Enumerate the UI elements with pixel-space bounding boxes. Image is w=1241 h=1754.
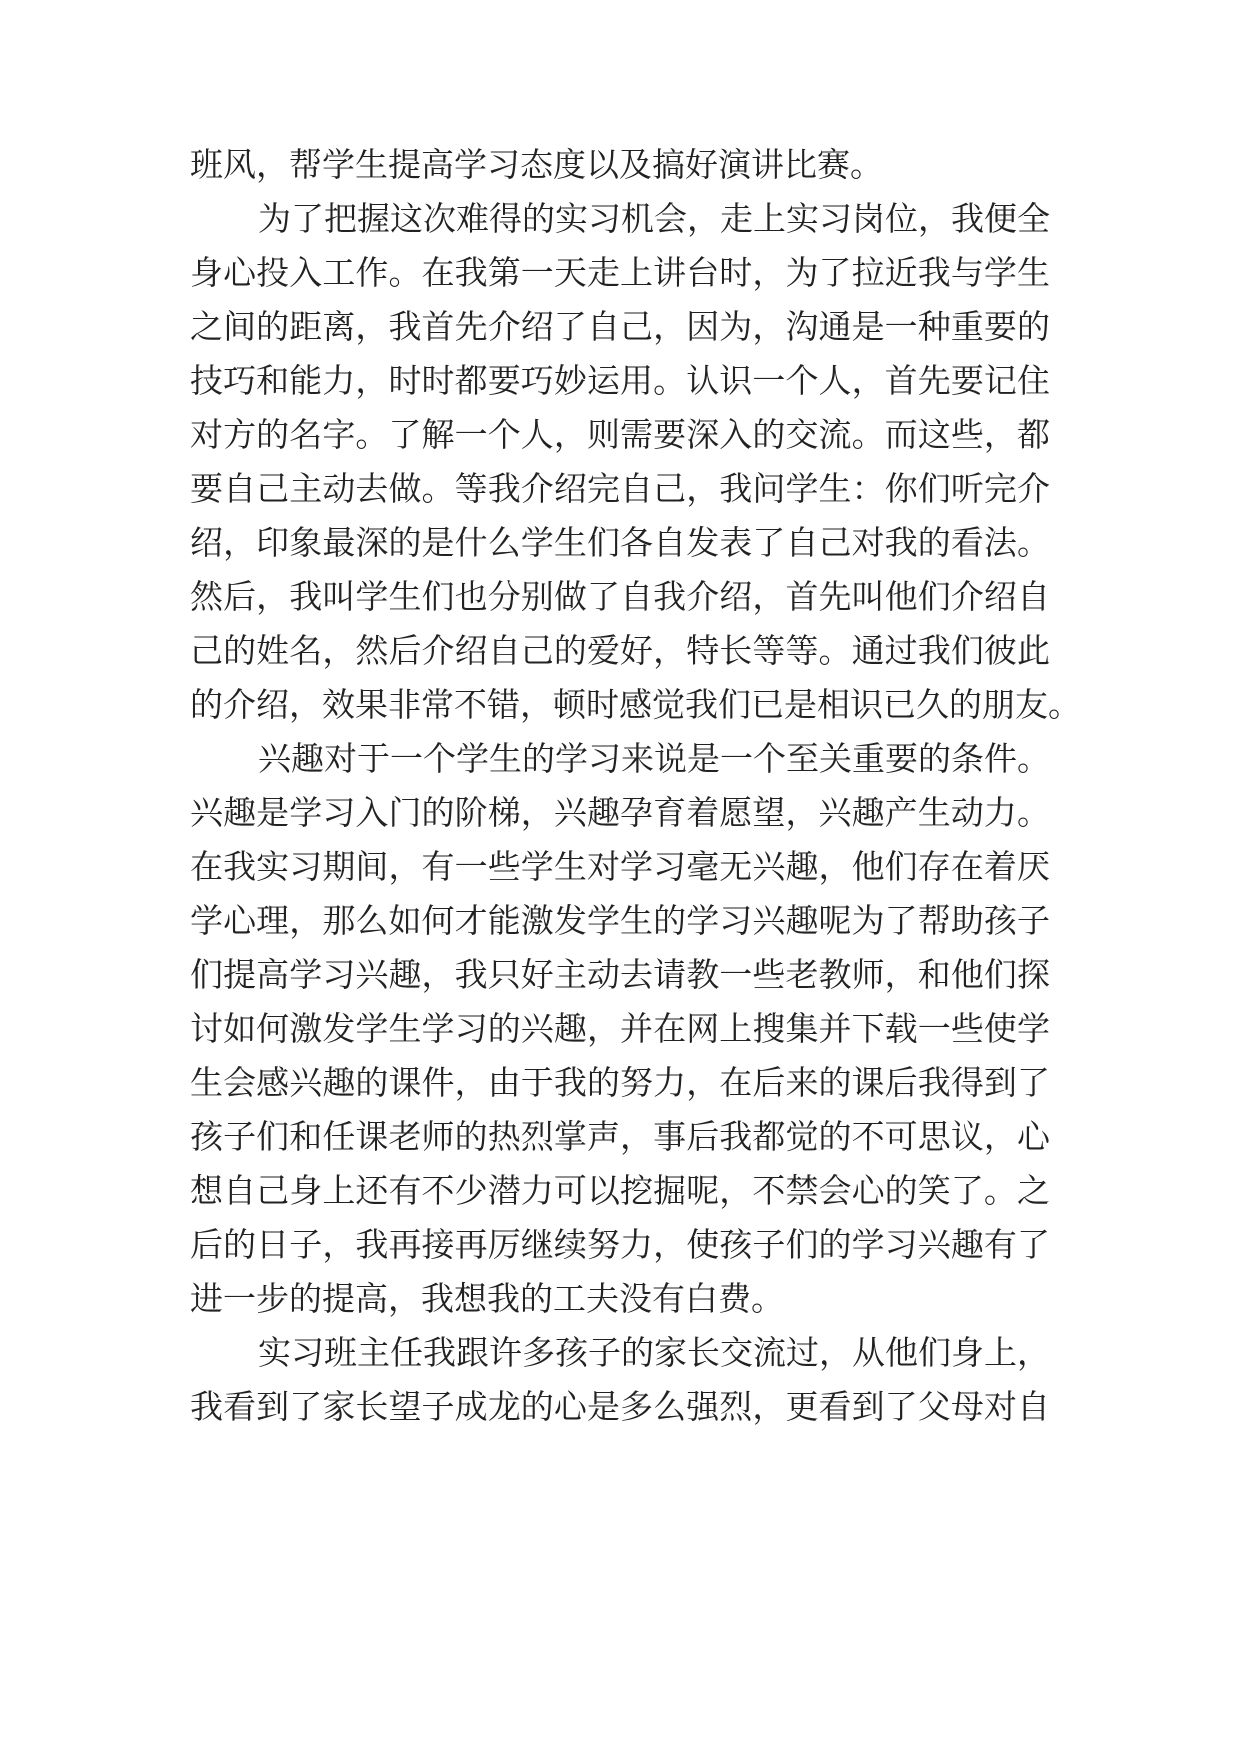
text-line: 生会感兴趣的课件，由于我的努力，在后来的课后我得到了 [190, 1063, 1050, 1102]
text-line: 孩子们和任课老师的热烈掌声，事后我都觉的不可思议，心 [190, 1117, 1050, 1156]
text-line: 进一步的提高，我想我的工夫没有白费。 [190, 1279, 784, 1318]
text-line: 要自己主动去做。等我介绍完自己，我问学生：你们听完介 [190, 469, 1050, 508]
text-line: 班风，帮学生提高学习态度以及搞好演讲比赛。 [190, 145, 883, 184]
text-line: 在我实习期间，有一些学生对学习毫无兴趣，他们存在着厌 [190, 847, 1050, 886]
text-line: 我看到了家长望子成龙的心是多么强烈，更看到了父母对自 [190, 1387, 1050, 1426]
text-line: 之间的距离，我首先介绍了自己，因为，沟通是一种重要的 [190, 307, 1050, 346]
text-line: 己的姓名，然后介绍自己的爱好，特长等等。通过我们彼此 [190, 631, 1050, 670]
text-line: 学心理，那么如何才能激发学生的学习兴趣呢为了帮助孩子 [190, 901, 1050, 940]
text-line: 身心投入工作。在我第一天走上讲台时，为了拉近我与学生 [190, 253, 1050, 292]
text-line: 然后，我叫学生们也分别做了自我介绍，首先叫他们介绍自 [190, 577, 1050, 616]
text-line: 想自己身上还有不少潜力可以挖掘呢，不禁会心的笑了。之 [190, 1171, 1050, 1210]
text-line: 的介绍，效果非常不错，顿时感觉我们已是相识已久的朋友。 [190, 685, 1081, 724]
paragraph-first-line: 为了把握这次难得的实习机会，走上实习岗位，我便全 [258, 199, 1050, 238]
text-line: 讨如何激发学生学习的兴趣，并在网上搜集并下载一些使学 [190, 1009, 1050, 1048]
text-line: 绍，印象最深的是什么学生们各自发表了自己对我的看法。 [190, 523, 1050, 562]
text-line: 对方的名字。了解一个人，则需要深入的交流。而这些，都 [190, 415, 1050, 454]
paragraph-first-line: 实习班主任我跟许多孩子的家长交流过，从他们身上， [258, 1333, 1050, 1372]
paragraph-first-line: 兴趣对于一个学生的学习来说是一个至关重要的条件。 [258, 739, 1050, 778]
text-line: 们提高学习兴趣，我只好主动去请教一些老教师，和他们探 [190, 955, 1050, 994]
text-line: 兴趣是学习入门的阶梯，兴趣孕育着愿望，兴趣产生动力。 [190, 793, 1050, 832]
text-line: 后的日子，我再接再厉继续努力，使孩子们的学习兴趣有了 [190, 1225, 1050, 1264]
text-line: 技巧和能力，时时都要巧妙运用。认识一个人，首先要记住 [190, 361, 1050, 400]
